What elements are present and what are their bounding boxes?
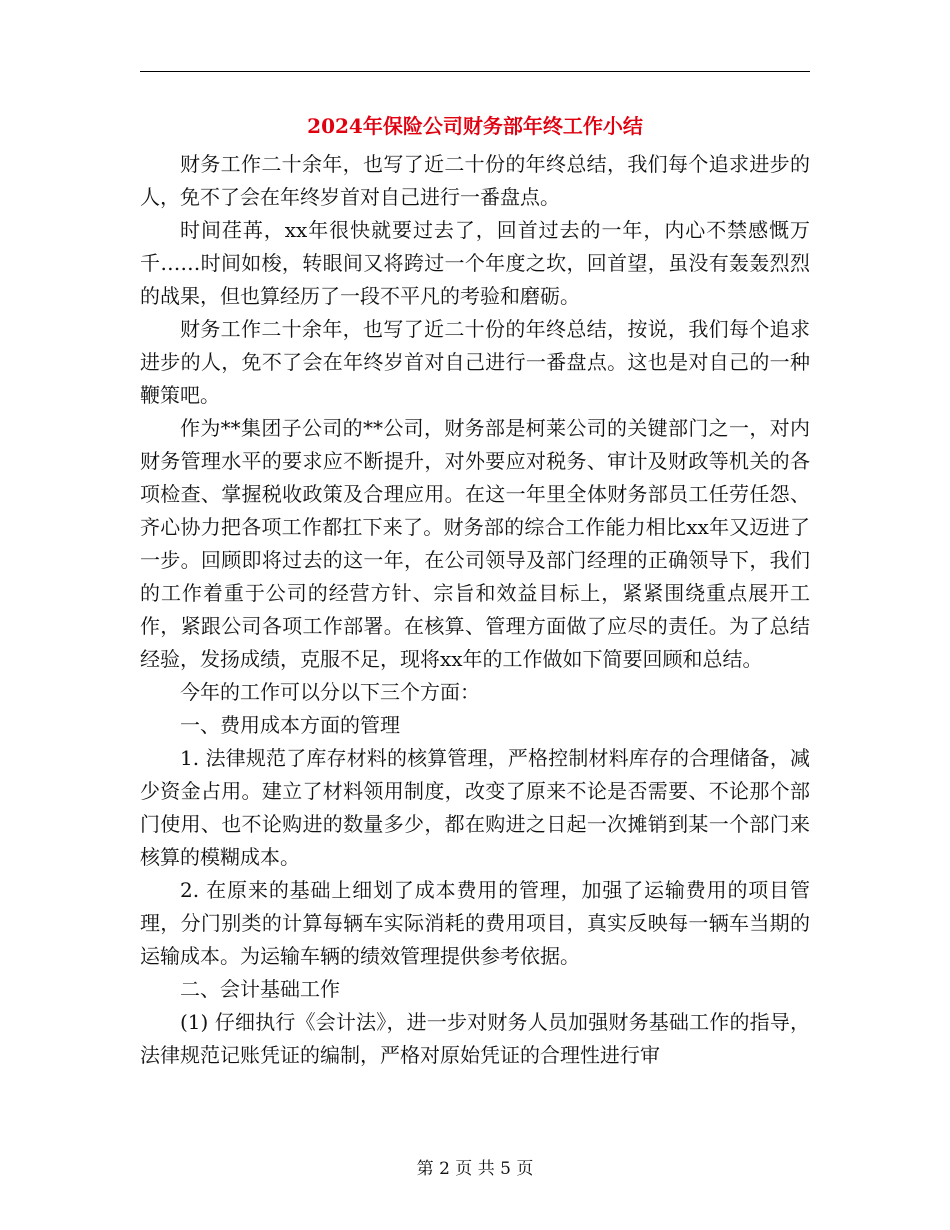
paragraph: (1) 仔细执行《会计法》，进一步对财务人员加强财务基础工作的指导，法律规范记账凭证的编制，严格对原始凭证的合理性进行审	[140, 1010, 810, 1067]
section-heading: 一、费用成本方面的管理	[180, 713, 400, 737]
section-heading: 二、会计基础工作	[180, 977, 340, 1001]
paragraph: 今年的工作可以分以下三个方面：	[180, 680, 480, 704]
paragraph: 作为**集团子公司的**公司，财务部是柯莱公司的关键部门之一，对内财务管理水平的要求应不断提升，对外要应对税务、审计及财政等机关的各项检查、掌握税收政策及合理应用。在这一年里全体财务部员工任劳任怨、齐心协力把各项工作都扛下来了。财务部的综合工作能力相比xx年又迈进了一步。回顾即将过去的这一年，在公司领导及部门经理的正确领导下，我们的工作着重于公司的经营方针、宗旨和效益目标上，紧紧围绕重点展开工作，紧跟公司各项工作部署。在核算、管理方面做了应尽的责任。为了总结经验，发扬成绩，克服不足，现将xx年的工作做如下简要回顾和总结。	[140, 416, 810, 671]
document-title: 2024年保险公司财务部年终工作小结	[307, 114, 643, 138]
header-rule	[140, 71, 810, 72]
paragraph: 财务工作二十余年，也写了近二十份的年终总结，我们每个追求进步的人，免不了会在年终岁首对自己进行一番盘点。	[140, 152, 810, 209]
document-body	[140, 148, 810, 1072]
paragraph: 2. 在原来的基础上细划了成本费用的管理，加强了运输费用的项目管理，分门别类的计算每辆车实际消耗的费用项目，真实反映每一辆车当期的运输成本。为运输车辆的绩效管理提供参考依据。	[140, 878, 810, 968]
page-number-footer: 第 2 页 共 5 页	[416, 1159, 534, 1179]
paragraph: 时间荏苒，xx年很快就要过去了，回首过去的一年，内心不禁感慨万千……时间如梭，转眼间又将跨过一个年度之坎，回首望，虽没有轰轰烈烈的战果，但也算经历了一段不平凡的考验和磨砺。	[140, 218, 810, 308]
paragraph: 财务工作二十余年，也写了近二十份的年终总结，按说，我们每个追求进步的人，免不了会在年终岁首对自己进行一番盘点。这也是对自己的一种鞭策吧。	[140, 317, 810, 407]
paragraph: 1. 法律规范了库存材料的核算管理，严格控制材料库存的合理储备，减少资金占用。建立了材料领用制度，改变了原来不论是否需要、不论那个部门使用、也不论购进的数量多少，都在购进之日起一次摊销到某一个部门来核算的模糊成本。	[140, 746, 810, 869]
